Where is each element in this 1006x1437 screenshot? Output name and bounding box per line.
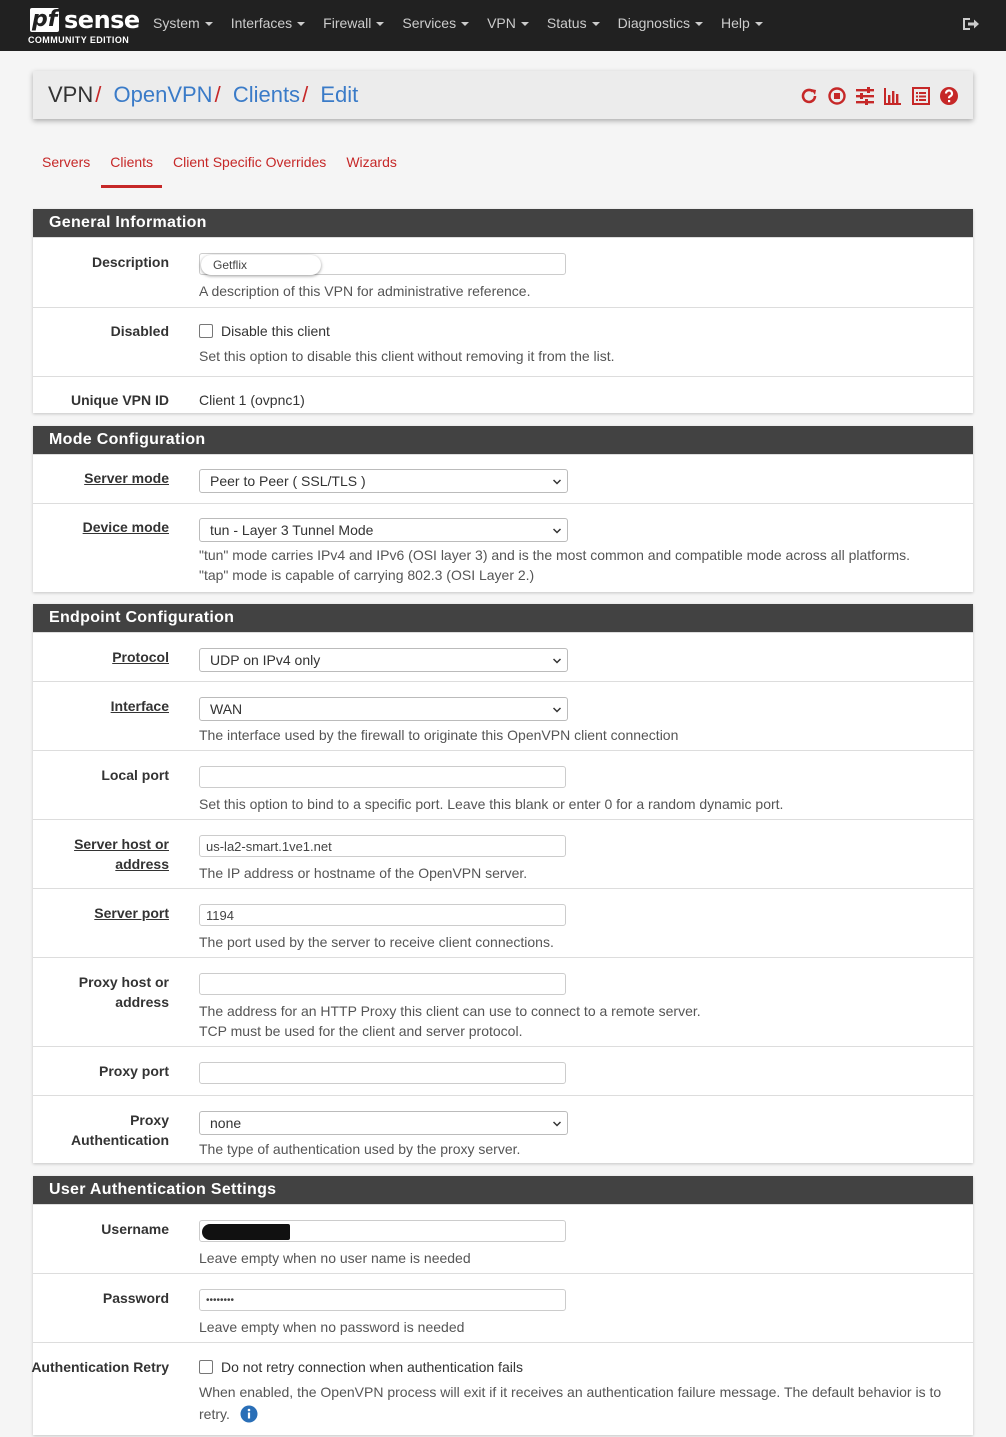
- server-mode-wrap: [199, 469, 568, 493]
- auth-retry-checkbox-label: Do not retry connection when authentication fails: [221, 1359, 523, 1375]
- username-label: Username: [101, 1221, 169, 1237]
- server-port-wrap: [199, 904, 566, 926]
- protocol-label: Protocol: [112, 649, 169, 665]
- device-mode-select[interactable]: tun - Layer 3 Tunnel Mode: [199, 518, 568, 542]
- disable-client-checkbox[interactable]: [199, 324, 213, 338]
- tab-clients[interactable]: Clients: [101, 148, 162, 188]
- pfsense-logo[interactable]: [28, 6, 138, 46]
- help-icon[interactable]: [939, 86, 959, 106]
- section-title: Mode Configuration: [33, 426, 973, 454]
- chevron-down-icon: [553, 706, 561, 714]
- device-mode-help-tun: "tun" mode carries IPv4 and IPv6 (OSI layer 3) and is the most common and compatible mode across all platforms.: [199, 547, 911, 563]
- breadcrumb-clients[interactable]: Clients: [232, 82, 301, 107]
- auth-retry-help-2: retry.: [199, 1406, 230, 1422]
- protocol-row: [33, 632, 973, 681]
- proxy-authentication-help: The type of authentication used by the proxy server.: [199, 1141, 521, 1157]
- auth-retry-checkbox[interactable]: [199, 1360, 213, 1374]
- nav-diagnostics[interactable]: Diagnostics: [618, 0, 703, 51]
- breadcrumb: VPN/ OpenVPN/ Clients/ Edit: [48, 82, 359, 107]
- authentication-retry-label: Authentication Retry: [31, 1359, 169, 1375]
- nav-interfaces[interactable]: Interfaces: [231, 0, 305, 51]
- tab-servers[interactable]: Servers: [42, 154, 91, 170]
- autofill-chip[interactable]: Getflix: [201, 255, 321, 275]
- proxy-host-row: [33, 957, 973, 1046]
- breadcrumb-vpn: VPN: [48, 82, 94, 107]
- endpoint-configuration-section: [33, 604, 973, 1163]
- server-mode-label: Server mode: [84, 470, 169, 486]
- chevron-down-icon: [553, 657, 561, 665]
- breadcrumb-openvpn[interactable]: OpenVPN: [113, 82, 213, 107]
- tab-wizards[interactable]: Wizards: [346, 154, 397, 170]
- disabled-help: Set this option to disable this client without removing it from the list.: [199, 348, 615, 364]
- proxy-host-wrap: [199, 973, 566, 995]
- username-wrap: [199, 1220, 566, 1242]
- unique-vpn-id-value: Client 1 (ovpnc1): [199, 392, 305, 408]
- protocol-wrap: [199, 648, 568, 672]
- logo-sense: sense: [64, 6, 140, 34]
- auth-retry-option: [199, 1357, 523, 1377]
- redacted-username: [202, 1224, 290, 1240]
- proxy-host-label: Proxy host or address: [78, 974, 169, 1010]
- password-row: [33, 1273, 973, 1342]
- chevron-down-icon: [553, 478, 561, 486]
- proxy-port-wrap: [199, 1062, 566, 1084]
- server-host-input[interactable]: us-la2-smart.1ve1.net: [199, 835, 566, 857]
- logo-pf: pf: [32, 7, 58, 32]
- disabled-row: [33, 307, 973, 376]
- password-help: Leave empty when no password is needed: [199, 1319, 465, 1335]
- password-wrap: [199, 1289, 566, 1311]
- proxy-authentication-select[interactable]: none: [199, 1111, 568, 1135]
- description-field-wrap: [199, 253, 566, 275]
- username-row: [33, 1204, 973, 1273]
- nav-vpn[interactable]: VPN: [487, 0, 529, 51]
- authentication-retry-row: [33, 1342, 973, 1437]
- tab-client-specific-overrides[interactable]: Client Specific Overrides: [173, 154, 327, 170]
- server-port-input[interactable]: 1194: [199, 904, 566, 926]
- proxy-authentication-row: [33, 1095, 973, 1164]
- proxy-authentication-wrap: [199, 1111, 568, 1135]
- log-list-icon[interactable]: [911, 86, 931, 106]
- device-mode-row: [33, 503, 973, 593]
- protocol-select[interactable]: UDP on IPv4 only: [199, 648, 568, 672]
- nav-firewall[interactable]: Firewall: [323, 0, 384, 51]
- server-mode-select[interactable]: Peer to Peer ( SSL/TLS ): [199, 469, 568, 493]
- server-port-row: [33, 888, 973, 957]
- proxy-host-help-1: The address for an HTTP Proxy this client can use to connect to a remote server.: [199, 1003, 701, 1019]
- unique-vpn-id-row: [33, 376, 973, 415]
- main-menu: [153, 0, 781, 51]
- restart-service-icon[interactable]: [799, 86, 819, 106]
- unique-vpn-id-label: Unique VPN ID: [70, 392, 169, 408]
- section-title: Endpoint Configuration: [33, 604, 973, 632]
- local-port-row: [33, 750, 973, 819]
- interface-row: [33, 681, 973, 750]
- nav-status[interactable]: Status: [547, 0, 600, 51]
- password-input[interactable]: ••••••••: [199, 1289, 566, 1311]
- proxy-port-row: [33, 1046, 973, 1095]
- username-input[interactable]: [199, 1220, 566, 1242]
- user-authentication-section: [33, 1176, 973, 1435]
- disabled-label: Disabled: [110, 323, 169, 339]
- device-mode-label: Device mode: [82, 519, 169, 535]
- general-information-section: [33, 209, 973, 413]
- info-icon[interactable]: [240, 1405, 258, 1423]
- logout-icon[interactable]: [960, 14, 980, 34]
- openvpn-tabs: [33, 148, 408, 188]
- proxy-port-label: Proxy port: [98, 1063, 169, 1079]
- description-input[interactable]: [199, 253, 566, 275]
- chevron-down-icon: [553, 1120, 561, 1128]
- device-mode-help-tap: "tap" mode is capable of carrying 802.3 (OSI Layer 2.): [199, 567, 535, 583]
- caret-down-icon: [521, 22, 529, 26]
- caret-down-icon: [297, 22, 305, 26]
- settings-sliders-icon[interactable]: [855, 86, 875, 106]
- auth-retry-help-1: When enabled, the OpenVPN process will exit if it receives an authentication failure message. The default behavior is to: [199, 1384, 942, 1400]
- chart-icon[interactable]: [883, 86, 903, 106]
- nav-system[interactable]: System: [153, 0, 213, 51]
- description-row: [33, 237, 973, 307]
- username-help: Leave empty when no user name is needed: [199, 1250, 471, 1266]
- interface-wrap: [199, 697, 568, 721]
- caret-down-icon: [755, 22, 763, 26]
- server-port-label: Server port: [94, 905, 169, 921]
- caret-down-icon: [592, 22, 600, 26]
- breadcrumb-edit[interactable]: Edit: [320, 82, 359, 107]
- disable-client-checkbox-label: Disable this client: [221, 323, 330, 339]
- description-help: A description of this VPN for administrative reference.: [199, 283, 531, 299]
- proxy-host-help-2: TCP must be used for the client and server protocol.: [199, 1023, 523, 1039]
- proxy-port-input[interactable]: [199, 1062, 566, 1084]
- caret-down-icon: [461, 22, 469, 26]
- caret-down-icon: [205, 22, 213, 26]
- server-port-help: The port used by the server to receive client connections.: [199, 934, 554, 950]
- server-mode-row: [33, 454, 973, 503]
- stop-service-icon[interactable]: [827, 86, 847, 106]
- section-title: General Information: [33, 209, 973, 237]
- server-host-wrap: [199, 835, 566, 857]
- section-title: User Authentication Settings: [33, 1176, 973, 1204]
- local-port-input[interactable]: [199, 766, 566, 788]
- auth-retry-help-2-wrap: [199, 1404, 258, 1424]
- device-mode-wrap: [199, 518, 568, 542]
- proxy-authentication-label: Proxy Authentication: [71, 1112, 169, 1148]
- description-label: Description: [91, 254, 169, 270]
- local-port-wrap: [199, 766, 566, 788]
- logo-edition: COMMUNITY EDITION: [28, 35, 130, 45]
- interface-label: Interface: [110, 698, 169, 714]
- disable-client-option: [199, 321, 330, 341]
- header-shortcut-icons: [791, 86, 959, 106]
- proxy-host-input[interactable]: [199, 973, 566, 995]
- nav-help[interactable]: Help: [721, 0, 763, 51]
- interface-select[interactable]: WAN: [199, 697, 568, 721]
- password-label: Password: [102, 1290, 169, 1306]
- server-host-help: The IP address or hostname of the OpenVPN server.: [199, 865, 528, 881]
- server-host-label: Server host or address: [74, 836, 169, 872]
- server-host-row: [33, 819, 973, 888]
- breadcrumb-panel: [33, 71, 973, 119]
- top-navbar: [0, 0, 1006, 51]
- local-port-label: Local port: [101, 767, 169, 783]
- caret-down-icon: [376, 22, 384, 26]
- local-port-help: Set this option to bind to a specific port. Leave this blank or enter 0 for a random dynamic port.: [199, 796, 784, 812]
- caret-down-icon: [695, 22, 703, 26]
- nav-services[interactable]: Services: [402, 0, 469, 51]
- chevron-down-icon: [553, 527, 561, 535]
- mode-configuration-section: [33, 426, 973, 592]
- interface-help: The interface used by the firewall to originate this OpenVPN client connection: [199, 727, 679, 743]
